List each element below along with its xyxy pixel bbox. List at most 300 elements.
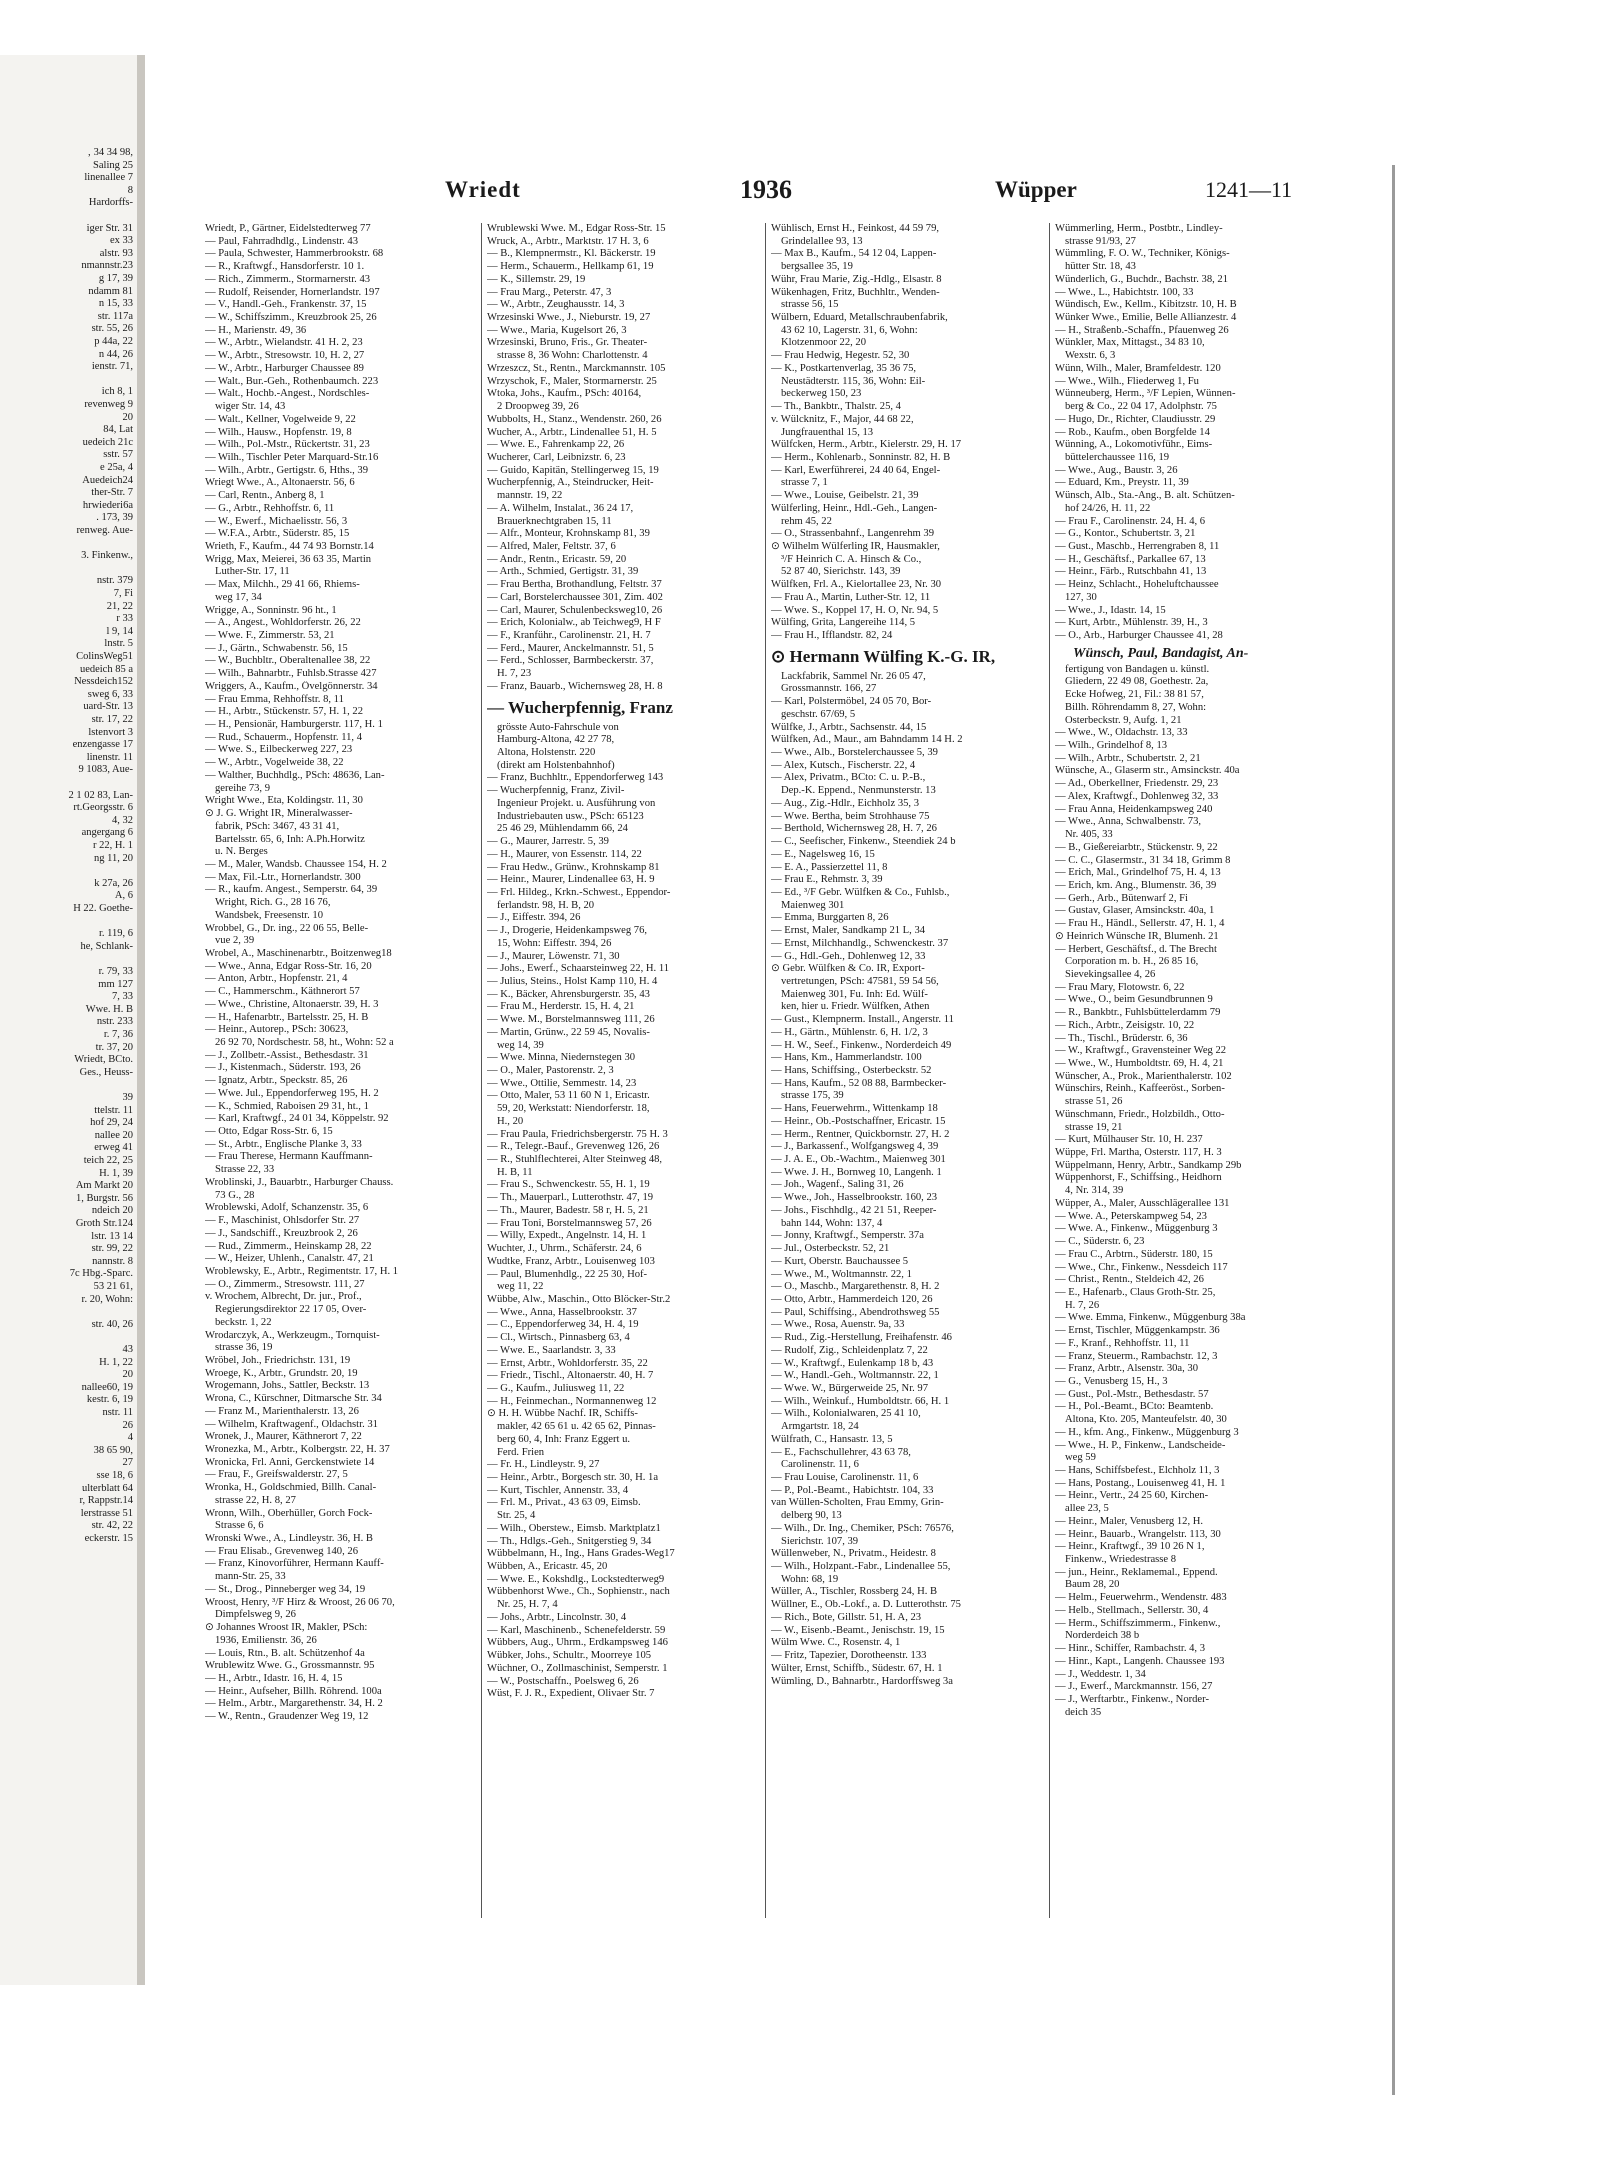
directory-entry: Wroblewsky, E., Arbtr., Regimentstr. 17, H. 1	[205, 1265, 399, 1277]
directory-entry: — Frau, F., Greifswalderstr. 27, 5	[205, 1469, 348, 1481]
directory-entry: Wexstr. 6, 3	[1065, 350, 1116, 362]
directory-entry: — Wwe., Wilh., Fliederweg 1, Fu	[1055, 375, 1199, 387]
strip-line: str. 40, 26	[91, 1318, 133, 1330]
directory-entry: — H., Hafenarbtr., Bartelsstr. 25, H. B	[205, 1011, 369, 1023]
strip-line: 38 65 90,	[93, 1444, 133, 1456]
directory-entry: — R., Kraftwgf., Hansdorferstr. 10 1.	[205, 261, 365, 273]
directory-entry: — W., Ewerf., Michaelisstr. 56, 3	[205, 515, 348, 527]
directory-entry: — Berthold, Wichernsweg 28, H. 7, 26	[771, 823, 937, 835]
directory-entry: — J., Sandschiff., Kreuzbrook 2, 26	[205, 1227, 358, 1239]
directory-entry: strasse 36, 19	[215, 1342, 273, 1354]
directory-entry: Dep.-K. Eppend., Nenmunsterstr. 13	[781, 785, 936, 797]
directory-entry: — Heinr., Aufseher, Billh. Röhrend. 100a	[205, 1685, 382, 1697]
directory-entry: — Helm., Arbtr., Margarethenstr. 34, H. 2	[205, 1698, 383, 1710]
strip-line: 39	[122, 1092, 133, 1103]
directory-entry: Wandsbek, Freesenstr. 10	[215, 909, 324, 921]
directory-entry: — Heinr., Maurer, Lindenallee 63, H. 9	[487, 874, 655, 886]
directory-entry: 2 Droopweg 39, 26	[497, 401, 579, 413]
directory-entry: grösste Auto-Fahrschule von	[497, 721, 619, 733]
directory-entry: — Alfred, Maler, Feltstr. 37, 6	[487, 540, 616, 552]
directory-entry: — Max B., Kaufm., 54 12 04, Lappen-	[771, 248, 937, 260]
directory-entry: Wüppe, Frl. Martha, Osterstr. 117, H. 3	[1055, 1147, 1222, 1159]
directory-entry: — Friedr., Tischl., Altonaerstr. 40, H. 7	[487, 1370, 654, 1382]
directory-entry: — Gust., Klempnerm. Install., Angerstr. 11	[771, 1014, 954, 1026]
directory-entry: — Wwe., O., beim Gesundbrunnen 9	[1055, 994, 1213, 1006]
directory-entry: Grossmannstr. 166, 27	[781, 683, 877, 695]
strip-line: eckerstr. 15	[84, 1533, 133, 1544]
directory-entry: — C. C., Glasermstr., 31 34 18, Grimm 8	[1055, 854, 1231, 866]
directory-entry: — A., Angest., Wohldorferstr. 26, 22	[205, 617, 361, 629]
directory-entry: — Franz, Steuerm., Rambachstr. 12, 3	[1055, 1350, 1218, 1362]
directory-entry: Wroost, Henry, ³/F Hirz & Wroost, 26 06 70,	[205, 1596, 395, 1608]
directory-entry: — Kurt, Oberstr. Bauchaussee 5	[771, 1255, 909, 1267]
directory-entry: Wünsch, Paul, Bandagist, An-	[1073, 645, 1249, 661]
page-gutter	[137, 55, 145, 1985]
directory-entry: — Martin, Grünw., 22 59 45, Novalis-	[487, 1026, 650, 1038]
directory-entry: — Max, Fil.-Ltr., Hornerlandstr. 300	[205, 871, 361, 883]
strip-line: nallee60, 19	[81, 1381, 133, 1393]
header-year: 1936	[740, 175, 792, 204]
directory-column-4	[1055, 223, 1325, 1923]
directory-entry: — Helm., Feuerwehrm., Wendenstr. 483	[1055, 1592, 1227, 1604]
directory-entry: weg 59	[1065, 1452, 1096, 1464]
directory-entry: mannstr. 19, 22	[497, 490, 563, 502]
directory-entry: makler, 42 65 61 u. 42 65 62, Pinnas-	[497, 1421, 656, 1433]
strip-line: 53 21 61,	[93, 1281, 133, 1292]
directory-entry: 43 62 10, Lagerstr. 31, 6, Wohn:	[781, 324, 918, 336]
directory-entry: — Hans, Postang., Louisenweg 41, H. 1	[1055, 1477, 1226, 1489]
directory-entry: v. Wrochem, Albrecht, Dr. jur., Prof.,	[205, 1291, 362, 1303]
directory-entry: Wünschmann, Friedr., Holzbildh., Otto-	[1055, 1108, 1225, 1120]
directory-entry: — R., Telegr.-Bauf., Grevenweg 126, 26	[487, 1141, 660, 1153]
directory-entry: — F., Kranf., Rehhoffstr. 11, 11	[1055, 1337, 1190, 1349]
directory-entry: — Wwe., Anna, Edgar Ross-Str. 16, 20	[205, 960, 372, 972]
strip-line: ‚ 34 34 98,	[87, 147, 133, 158]
directory-entry: Wrzesinski Wwe., J., Nieburstr. 19, 27	[487, 312, 651, 324]
directory-entry: — Ignatz, Arbtr., Speckstr. 85, 26	[205, 1075, 348, 1087]
directory-entry: Industriebauten usw., PSch: 65123	[497, 810, 644, 822]
directory-entry: — J., Ewerf., Marckmannstr. 156, 27	[1055, 1681, 1213, 1693]
directory-entry: — M., Maler, Wandsb. Chaussee 154, H. 2	[205, 858, 387, 870]
directory-entry: — Wwe., W., Humboldtstr. 69, H. 4, 21	[1055, 1058, 1224, 1069]
directory-entry: Sievekingsallee 4, 26	[1065, 968, 1156, 980]
directory-entry: — W., Kraftwgf., Eulenkamp 18 b, 43	[771, 1357, 934, 1369]
directory-entry: weg 14, 39	[497, 1039, 544, 1051]
directory-entry: — Frau Anna, Heidenkampsweg 240	[1055, 803, 1213, 815]
directory-entry: — E. A., Passierzettel 11, 8	[771, 861, 888, 873]
strip-line: H. 1, 22	[99, 1356, 133, 1368]
directory-entry: Wudtke, Franz, Arbtr., Louisenweg 103	[487, 1255, 655, 1267]
directory-entry: strasse 175, 39	[781, 1090, 844, 1102]
strip-line: 8	[127, 184, 133, 196]
directory-entry: — Herm., Kohlenarb., Sonninstr. 82, H. B	[771, 451, 951, 463]
strip-line: angergang 6	[81, 827, 133, 839]
directory-entry: — B., Klempnermstr., Kl. Bäckerstr. 19	[487, 248, 656, 260]
directory-entry: — Frau Hedwig, Hegestr. 52, 30	[771, 350, 910, 362]
directory-entry: — Rud., Zimmerm., Heinskamp 28, 22	[205, 1240, 372, 1252]
directory-entry: — J., Eiffestr. 394, 26	[487, 912, 581, 924]
directory-entry: 127, 30	[1065, 591, 1097, 603]
directory-entry: — W., Buchbltr., Oberaltenallee 38, 22	[205, 655, 371, 667]
directory-entry: — Th., Hdlgs.-Geh., Snitgerstieg 9, 34	[487, 1535, 652, 1547]
header-page-number: 1241—11	[1205, 177, 1293, 202]
directory-entry: — V., Handl.-Geh., Frankenstr. 37, 15	[205, 299, 367, 311]
directory-entry: — K., Schmied, Raboisen 29 31, ht., 1	[205, 1100, 369, 1112]
directory-entry: — Wwe. J. H., Bornweg 10, Langenh. 1	[771, 1166, 942, 1178]
strip-line: k 27a, 26	[94, 877, 133, 889]
directory-entry: — Wwe., J., Idastr. 14, 15	[1055, 604, 1166, 616]
directory-entry: — C., Seefischer, Finkenw., Steendiek 24 b	[771, 836, 956, 848]
directory-entry: — W., Arbtr., Zeughausstr. 14, 3	[487, 299, 625, 311]
directory-entry: strasse 56, 15	[781, 299, 839, 311]
directory-entry: — Frau Therese, Hermann Kauffmann-	[205, 1151, 373, 1163]
strip-line: uard-Str. 13	[83, 701, 133, 713]
directory-entry: Wrzeszcz, St., Rentn., Marckmannstr. 105	[487, 362, 666, 374]
directory-entry: — Heinr., Ob.-Postschaffner, Ericastr. 15	[771, 1115, 946, 1127]
strip-line: nstr. 233	[96, 1016, 133, 1028]
strip-line: 1, Burgstr. 56	[76, 1192, 133, 1204]
directory-entry: 26 92 70, Nordschestr. 58, ht., Wohn: 52 a	[215, 1037, 394, 1048]
directory-entry: — W., Arbtr., Stresowstr. 10, H. 2, 27	[205, 350, 365, 362]
directory-entry: ⊙ Wilhelm Wülferling IR, Hausmakler,	[771, 540, 940, 552]
directory-entry: — F., Maschinist, Ohlsdorfer Str. 27	[205, 1215, 360, 1227]
directory-entry: Jungfrauenthal 15, 13	[781, 426, 874, 438]
directory-entry: — Hans, Kaufm., 52 08 88, Barmbecker-	[771, 1077, 947, 1089]
directory-entry: — Alfr., Monteur, Krohnskamp 81, 39	[487, 528, 650, 540]
directory-entry: — Franz, Bauarb., Wichernsweg 28, H. 8	[487, 680, 663, 692]
directory-entry: Wülfrath, C., Hansastr. 13, 5	[771, 1433, 893, 1445]
directory-entry: — Fr. H., Lindleystr. 9, 27	[487, 1459, 600, 1471]
directory-entry: Wrigg, Max, Meierei, 36 63 35, Martin	[205, 553, 372, 565]
directory-entry: — Christ., Rentn., Steldeich 42, 26	[1055, 1274, 1204, 1286]
directory-entry: Wünsch, Alb., Sta.-Ang., B. alt. Schützen-	[1055, 490, 1235, 502]
header-last-name: Wüpper	[995, 177, 1077, 202]
directory-entry: — Paul, Fahrradhdlg., Lindenstr. 43	[205, 235, 359, 247]
directory-entry: Wrigge, A., Sonninstr. 96 ht., 1	[205, 604, 337, 616]
directory-entry: — Hinr., Schiffer, Rambachstr. 4, 3	[1055, 1643, 1206, 1655]
directory-entry: — Anton, Arbtr., Hopfenstr. 21, 4	[205, 973, 348, 985]
directory-entry: — Cl., Wirtsch., Pinnasberg 63, 4	[487, 1332, 630, 1344]
directory-entry: — Franz, Arbtr., Alsenstr. 30a, 30	[1055, 1363, 1199, 1375]
directory-entry: — J. A. E., Ob.-Wachtm., Maienweg 301	[771, 1154, 946, 1166]
strip-line: 7, Fi	[113, 588, 133, 599]
directory-entry: H., 20	[497, 1115, 524, 1127]
directory-entry: — O., Zimmerm., Stresowstr. 111, 27	[205, 1278, 365, 1290]
directory-entry: — W., Handl.-Geh., Woltmannstr. 22, 1	[771, 1370, 939, 1382]
directory-entry: — K., Sillemstr. 29, 19	[487, 273, 586, 285]
directory-entry: — Otto, Edgar Ross-Str. 6, 15	[205, 1126, 333, 1138]
directory-entry: — Guido, Kapitän, Stellingerweg 15, 19	[487, 464, 659, 476]
directory-entry: Wükenhagen, Fritz, Buchhltr., Wenden-	[771, 286, 940, 298]
directory-entry: Wünsche, A., Glaserm str., Amsinckstr. 40a	[1055, 765, 1240, 777]
strip-line: str. 42, 22	[91, 1520, 133, 1532]
directory-entry: Wünneuberg, Herm., ³/F Lepien, Wünnen-	[1055, 388, 1236, 400]
directory-entry: — Herbert, Geschäftsf., d. The Brecht	[1055, 943, 1217, 955]
directory-entry: — H., kfm. Ang., Finkenw., Müggenburg 3	[1055, 1426, 1239, 1438]
directory-entry: — Karl, Polstermöbel, 24 05 70, Bor-	[771, 696, 932, 708]
directory-entry: — Th., Maurer, Badestr. 58 r, H. 5, 21	[487, 1204, 649, 1216]
directory-entry: Wünschirs, Reinh., Kaffeeröst., Sorben-	[1055, 1083, 1225, 1095]
directory-entry: — Frau Hedw., Grünw., Krohnskamp 81	[487, 861, 660, 873]
directory-entry: Wünscher, A., Prok., Marienthalerstr. 102	[1055, 1070, 1232, 1082]
directory-entry: — Ferd., Schlosser, Barmbeckerstr. 37,	[487, 655, 654, 667]
directory-entry: Wroblewski, Adolf, Schanzenstr. 35, 6	[205, 1202, 369, 1214]
strip-line: H 22. Goethe-	[73, 903, 133, 914]
directory-entry: — Wwe., L., Habichtstr. 100, 33	[1055, 286, 1194, 298]
strip-line: nallee 20	[94, 1129, 133, 1141]
directory-entry: Wrogemann, Johs., Sattler, Beckstr. 13	[205, 1380, 370, 1392]
strip-line: erweg 41	[94, 1142, 133, 1154]
strip-line: nstr. 11	[102, 1407, 133, 1418]
directory-entry: — Frau H., Händl., Sellerstr. 47, H. 1, 4	[1055, 918, 1225, 930]
directory-entry: — Gustav, Glaser, Amsinckstr. 40a, 1	[1055, 905, 1215, 917]
directory-entry: — Heinr., Färb., Rutschbahn 41, 13	[1055, 566, 1207, 578]
directory-entry: — W., Heizer, Uhlenh., Canalstr. 47, 21	[205, 1253, 374, 1265]
directory-entry: Armgartstr. 18, 24	[781, 1421, 859, 1433]
directory-entry: Wriggers, A., Kaufm., Övelgönnerstr. 34	[205, 680, 378, 692]
directory-entry: — Hans, Schiffsing., Osterbeckstr. 52	[771, 1065, 932, 1076]
directory-entry: Wronka, H., Goldschmied, Billh. Canal-	[205, 1482, 377, 1494]
directory-entry: strasse 19, 21	[1065, 1121, 1123, 1133]
directory-entry: Wülferling, Heinr., Hdl.-Geh., Langen-	[771, 502, 938, 514]
directory-entry: — H. W., Seef., Finkenw., Norderdeich 49	[771, 1039, 952, 1051]
directory-entry: Str. 25, 4	[497, 1510, 536, 1522]
directory-entry: Wülfken, Frl. A., Kielortallee 23, Nr. 30	[771, 579, 942, 591]
directory-entry: — E., Fachschullehrer, 43 63 78,	[771, 1446, 911, 1458]
directory-entry: — Rudolf, Reisender, Hornerlandstr. 197	[205, 286, 380, 298]
directory-entry: 73 G., 28	[215, 1189, 255, 1201]
strip-line: ther-Str. 7	[91, 487, 133, 499]
directory-entry: Neustädterstr. 115, 36, Wohn: Eil-	[781, 375, 926, 387]
directory-entry: Ecke Hofweg, 21, Fil.: 38 81 57,	[1065, 689, 1204, 701]
directory-entry: strasse 7, 1	[781, 477, 828, 489]
directory-entry: — Walt., Bur.-Geh., Rothenbaumch. 223	[205, 375, 379, 387]
directory-entry: 52 87 40, Sierichstr. 143, 39	[781, 566, 901, 578]
directory-entry: Maienweg 301	[781, 899, 845, 911]
directory-entry: delberg 90, 13	[781, 1510, 842, 1522]
strip-line: 20	[122, 1369, 133, 1381]
directory-entry: Wüst, F. J. R., Expedient, Olivaer Str. 7	[487, 1688, 655, 1700]
directory-entry: Dimpfelsweg 9, 26	[215, 1609, 296, 1621]
directory-entry: — H., Feinmechan., Normannenweg 12	[487, 1395, 657, 1407]
directory-entry: — Frau Paula, Friedrichsbergerstr. 75 H. 3	[487, 1128, 668, 1140]
directory-entry: Ferd. Frien	[497, 1446, 545, 1458]
directory-entry: Wucherer, Carl, Leibnizstr. 6, 23	[487, 451, 626, 463]
strip-line: ndeich 20	[91, 1205, 133, 1217]
strip-line: str. 17, 22	[91, 714, 133, 725]
directory-entry: u. N. Berges	[215, 846, 268, 858]
directory-entry: — Frau E., Rehmstr. 3, 39	[771, 874, 883, 886]
directory-entry: — Wwe. A., Finkenw., Müggenburg 3	[1055, 1223, 1218, 1235]
directory-entry: Gliedern, 22 49 08, Goethestr. 2a,	[1065, 676, 1209, 688]
directory-entry: ⊙ Hermann Wülfing K.-G. IR,	[771, 646, 996, 666]
directory-entry: — Wilh., Arbtr., Schubertstr. 2, 21	[1055, 752, 1201, 764]
directory-entry: Wruck, A., Arbtr., Marktstr. 17 H. 3, 6	[487, 235, 649, 247]
directory-entry: Baum 28, 20	[1065, 1579, 1120, 1591]
directory-entry: Hamburg-Altona, 42 27 78,	[497, 734, 615, 746]
directory-entry: — Wwe. Jul., Eppendorferweg 195, H. 2	[205, 1087, 379, 1099]
directory-entry: — Wucherpfennig, Franz	[487, 697, 673, 717]
strip-line: 21, 22	[106, 600, 133, 612]
directory-entry: — Rud., Schauerm., Hopfenstr. 11, 4	[205, 731, 363, 743]
directory-entry: — Franz M., Marienthalerstr. 13, 26	[205, 1405, 359, 1417]
directory-entry: — Alex, Kutsch., Fischerstr. 22, 4	[771, 759, 916, 771]
directory-entry: — Willy, Expedt., Angelnstr. 14, H. 1	[487, 1230, 647, 1242]
directory-entry: — W., Arbtr., Wielandstr. 41 H. 2, 23	[205, 337, 363, 349]
directory-entry: — Wwe., Rosa, Auenstr. 9a, 33	[771, 1319, 905, 1331]
directory-entry: Wrublewitz Wwe. G., Grossmannstr. 95	[205, 1660, 375, 1672]
directory-entry: berg & Co., 22 04 17, Adolphstr. 75	[1065, 401, 1217, 413]
directory-entry: — Julius, Steins., Holst Kamp 110, H. 4	[487, 975, 658, 987]
directory-entry: — Otto, Maler, 53 11 60 N 1, Ericastr.	[487, 1090, 650, 1102]
directory-entry: Wünderlich, G., Buchdr., Bachstr. 38, 21	[1055, 273, 1229, 285]
directory-entry: Wubbolts, H., Stanz., Wendenstr. 260, 26	[487, 413, 662, 425]
directory-entry: — Frau S., Schwenckestr. 55, H. 1, 19	[487, 1179, 650, 1191]
strip-line: 27	[122, 1457, 133, 1469]
directory-entry: Wrobel, A., Maschinenarbtr., Boitzenweg18	[205, 947, 392, 959]
directory-entry: — Walt., Hochb.-Angest., Nordschles-	[205, 388, 370, 400]
strip-line: n 44, 26	[98, 348, 133, 360]
directory-entry: strasse 8, 36 Wohn: Charlottenstr. 4	[497, 350, 648, 362]
directory-entry: — Herm., Schauerm., Hellkamp 61, 19	[487, 261, 654, 273]
directory-entry: — Ernst, Arbtr., Wohldorferstr. 35, 22	[487, 1357, 648, 1369]
directory-entry: Wübbenhorst Wwe., Ch., Sophienstr., nach	[487, 1586, 670, 1598]
directory-entry: — Aug., Zig.-Hdlr., Eichholz 35, 3	[771, 797, 920, 809]
strip-line: 3. Finkenw.,	[81, 550, 133, 562]
directory-entry: 25 46 29, Mühlendamm 66, 24	[497, 823, 628, 835]
strip-line: kestr. 6, 19	[86, 1394, 133, 1406]
strip-line: Saling 25	[93, 159, 133, 171]
directory-entry: — Hans, Schiffsbefest., Elchholz 11, 3	[1055, 1465, 1220, 1476]
strip-line: Wwe. H. B	[85, 1003, 133, 1015]
directory-entry: gereihe 73, 9	[215, 782, 271, 794]
directory-page	[195, 165, 1320, 1920]
directory-entry: — Andr., Rentn., Ericastr. 59, 20	[487, 553, 627, 565]
directory-entry: Wühr, Frau Marie, Zig.-Hdlg., Elsastr. 8	[771, 273, 942, 285]
directory-entry: — Hugo, Dr., Richter, Claudiusstr. 29	[1055, 413, 1216, 425]
directory-entry: — G., Venusberg 15, H., 3	[1055, 1375, 1168, 1387]
directory-entry: — Wwe. S., Eilbeckerweg 227, 23	[205, 744, 353, 756]
directory-entry: — Wwe. A., Peterskampweg 54, 23	[1055, 1210, 1207, 1222]
directory-entry: — G., Hdl.-Geh., Dohlenweg 12, 33	[771, 950, 926, 962]
directory-entry: — H., Arbtr., Idastr. 16, H. 4, 15	[205, 1672, 343, 1684]
directory-entry: — Heinr., Autorep., PSch: 30623,	[205, 1024, 349, 1036]
directory-entry: — B., Gießereiarbtr., Stückenstr. 9, 22	[1055, 841, 1218, 853]
strip-line: lstr. 13 14	[91, 1230, 133, 1242]
directory-entry: — Wwe., Ottilie, Semmestr. 14, 23	[487, 1077, 637, 1089]
directory-entry: — St., Arbtr., Englische Planke 3, 33	[205, 1138, 362, 1150]
directory-entry: Strasse 6, 6	[215, 1520, 264, 1532]
directory-entry: ⊙ Heinrich Wünsche IR, Blumenh. 21	[1055, 930, 1219, 942]
directory-entry: — Alex, Privatm., BCto: C. u. P.-B.,	[771, 772, 926, 784]
directory-entry: Carolinenstr. 11, 6	[781, 1459, 859, 1471]
directory-entry: — Frau Louise, Carolinenstr. 11, 6	[771, 1472, 919, 1483]
directory-entry: Wübben, A., Ericastr. 45, 20	[487, 1561, 608, 1573]
strip-line: 84, Lat	[103, 424, 133, 436]
directory-entry: — Johs., Arbtr., Lincolnstr. 30, 4	[487, 1611, 627, 1623]
strip-line: rt.Georgsstr. 6	[73, 802, 133, 814]
directory-entry: Nr. 25, H. 7, 4	[497, 1599, 558, 1611]
directory-entry: — Ed., ³/F Gebr. Wülfken & Co., Fuhlsb.,	[771, 886, 950, 898]
directory-entry: — Kurt, Mülhauser Str. 10, H. 237	[1055, 1134, 1203, 1146]
strip-line: g 17, 39	[98, 273, 133, 284]
directory-entry: — Wwe., Maria, Kugelsort 26, 3	[487, 324, 627, 336]
directory-entry: Wroege, K., Arbtr., Grundstr. 20, 19	[205, 1367, 358, 1379]
directory-entry: — J., Gärtn., Schwabenstr. 56, 15	[205, 642, 348, 654]
directory-entry: Wühlisch, Ernst H., Feinkost, 44 59 79,	[771, 223, 940, 234]
directory-entry: — Karl, Ewerführerei, 24 40 64, Engel-	[771, 464, 941, 476]
strip-line: Nessdeich152	[74, 676, 133, 688]
directory-entry: beckerweg 150, 23	[781, 388, 862, 400]
directory-entry: — W., Postschaffn., Poelsweg 6, 26	[487, 1675, 639, 1687]
directory-entry: — Karl, Kraftwgf., 24 01 34, Köppelstr. 92	[205, 1113, 389, 1125]
directory-entry: Wündisch, Ew., Kellm., Kibitzstr. 10, H. B	[1055, 299, 1237, 311]
directory-entry: — Wwe., Louise, Geibelstr. 21, 39	[771, 490, 919, 502]
directory-entry: Wüppenhorst, F., Schiffsing., Heidhorn	[1055, 1172, 1222, 1184]
directory-entry: — Alex, Kraftwgf., Dohlenweg 32, 33	[1055, 790, 1219, 802]
directory-entry: Sierichstr. 107, 39	[781, 1535, 859, 1547]
directory-entry: strasse 51, 26	[1065, 1096, 1123, 1108]
directory-entry: H. 7, 23	[497, 668, 532, 680]
directory-entry: — W., Eisenb.-Beamt., Jenischstr. 19, 15	[771, 1624, 945, 1636]
directory-entry: Wübker, Johs., Schultr., Moorreye 105	[487, 1650, 652, 1662]
directory-entry: — Frau Elisab., Grevenweg 140, 26	[205, 1545, 358, 1557]
directory-entry: Wrublewski Wwe. M., Edgar Ross-Str. 15	[487, 223, 666, 234]
directory-entry: — Louis, Rtn., B. alt. Schützenhof 4a	[205, 1647, 365, 1659]
directory-entry: Wucher, A., Arbtr., Lindenallee 51, H. 5	[487, 426, 657, 438]
strip-line: sse 18, 6	[96, 1470, 133, 1481]
directory-entry: Wünning, A., Lokomotivführ., Eims-	[1055, 439, 1213, 451]
previous-page-strip	[0, 55, 140, 1985]
directory-entry: strasse 22, H. 8, 27	[215, 1494, 296, 1506]
directory-entry: — J., Kistenmach., Süderstr. 193, 26	[205, 1062, 361, 1074]
directory-entry: — Ernst, Milchhandlg., Schwenckestr. 37	[771, 937, 949, 949]
strip-line: H. 1, 39	[99, 1167, 133, 1179]
directory-entry: — Ernst, Tischler, Müggenkampstr. 36	[1055, 1325, 1220, 1337]
strip-line: n 15, 33	[98, 298, 133, 310]
directory-entry: — Wwe. M., Borstelmannsweg 111, 26	[487, 1014, 655, 1026]
directory-entry: Wüllner, E., Ob.-Lokf., a. D. Lutterothstr. 75	[771, 1599, 961, 1611]
directory-entry: — Ferd., Maurer, Anckelmannstr. 51, 5	[487, 642, 654, 654]
directory-entry: (direkt am Holstenbahnhof)	[497, 759, 615, 771]
directory-entry: — Paul, Blumenhdlg., 22 25 30, Hof-	[487, 1268, 648, 1280]
directory-entry: Grindelallee 93, 13	[781, 235, 863, 247]
directory-entry: — G., Arbtr., Rehhoffstr. 6, 11	[205, 502, 335, 514]
directory-entry: Wucherpfennig, A., Steindrucker, Heit-	[487, 477, 654, 489]
directory-entry: — Wwe., W., Oldachstr. 13, 33	[1055, 727, 1188, 739]
directory-entry: — Wwe., Alb., Borstelerchaussee 5, 39	[771, 747, 938, 759]
strip-line: he, Schlank-	[80, 940, 133, 952]
strip-line: iger Str. 31	[86, 222, 133, 234]
directory-entry: Maienweg 301, Fu. Inh: Ed. Wülf-	[781, 988, 928, 1000]
directory-entry: — Franz, Buchhltr., Eppendorferweg 143	[487, 772, 664, 784]
header-first-name: Wriedt	[445, 177, 521, 202]
directory-entry: deich 35	[1065, 1706, 1102, 1718]
directory-entry: — C., Eppendorferweg 34, H. 4, 19	[487, 1319, 639, 1331]
directory-entry: — W., Arbtr., Harburger Chaussee 89	[205, 362, 364, 374]
directory-entry: — Wilh., Weinkuf., Humboldtstr. 66, H. 1	[771, 1395, 950, 1407]
directory-entry: — Hans, Km., Hammerlandstr. 100	[771, 1052, 922, 1064]
directory-entry: Billh. Röhrendamm 8, 27, Wohn:	[1065, 701, 1207, 713]
directory-entry: Wüpper, A., Maler, Ausschlägerallee 131	[1055, 1197, 1230, 1209]
directory-entry: — H., Geschäftsf., Parkallee 67, 13	[1055, 553, 1206, 565]
strip-line: r. 79, 33	[98, 966, 133, 977]
directory-entry: — Karl, Maschinenb., Schenefelderstr. 59	[487, 1624, 666, 1636]
strip-line: r. 119, 6	[98, 928, 133, 940]
directory-entry: Wröbel, Joh., Friedrichstr. 131, 19	[205, 1354, 351, 1366]
directory-entry: Wünker Wwe., Emilie, Belle Allianzestr. 4	[1055, 312, 1237, 324]
directory-entry: Lackfabrik, Sammel Nr. 26 05 47,	[781, 670, 926, 682]
